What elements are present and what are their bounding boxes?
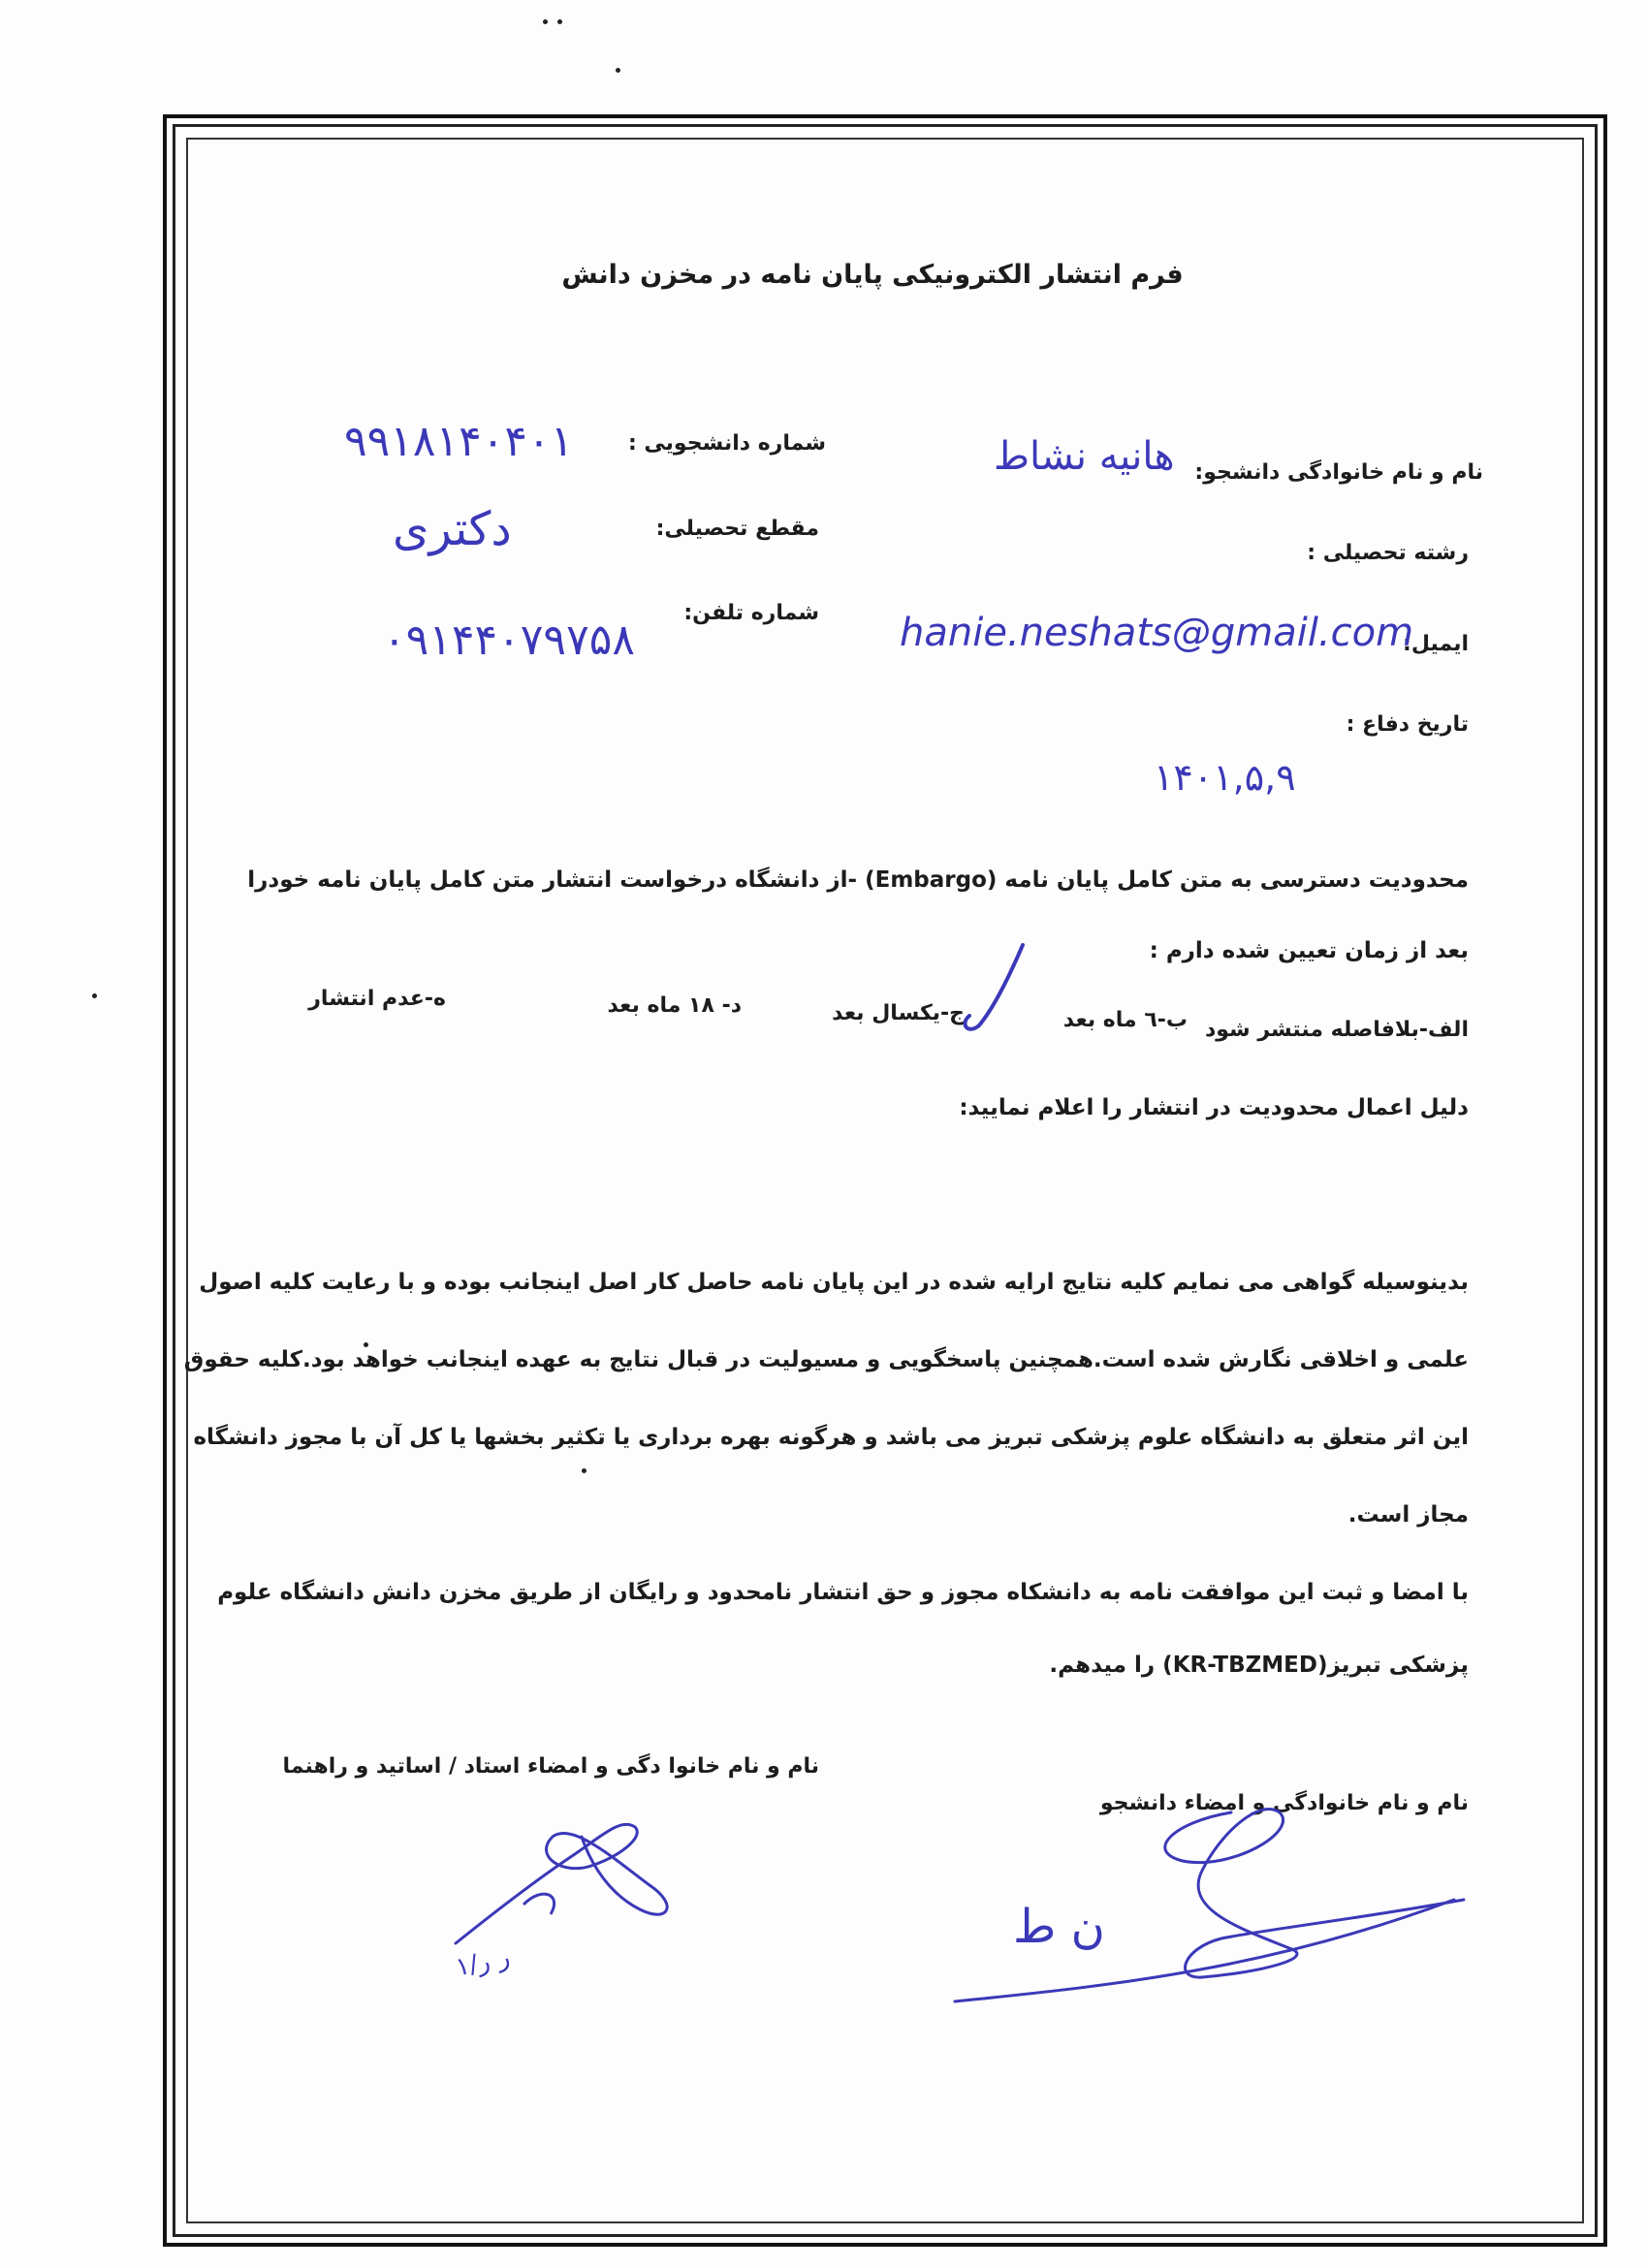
degree-level-label: مقطع تحصیلی: — [655, 517, 819, 541]
scan-mark — [557, 19, 562, 24]
form-title: فرم انتشار الکترونیکی پایان نامه در مخزن دانش — [561, 260, 1184, 290]
phone-label: شماره تلفن: — [683, 601, 819, 625]
degree-level-value: دکتری — [393, 502, 512, 556]
student-initials: ن ط — [1013, 1900, 1105, 1954]
field-of-study-label: رشته تحصیلی : — [1307, 541, 1469, 565]
embargo-reason-label: دلیل اعمال محدودیت در انتشار را اعلام نمایید: — [959, 1095, 1469, 1120]
advisor-signature-label: نام و نام خانوا دگی و امضاء استاد / اساتید و راهنما — [282, 1754, 819, 1779]
email-label: ایمیل: — [1403, 632, 1469, 656]
embargo-option-d: د- ١٨ ماه بعد — [607, 993, 742, 1018]
student-name-value: هانیه نشاط — [994, 434, 1175, 479]
embargo-option-b: ب-٦ ماه بعد — [1062, 1008, 1188, 1032]
scan-mark — [616, 68, 620, 73]
declaration-line-2: علمی و اخلاقی نگارش شده است.همچنین پاسخگویی و مسیولیت در قبال نتایج به عهده اینجانب خواهد بود.کلیه حقوق — [183, 1347, 1469, 1372]
email-value: hanie.neshats@gmail.com — [900, 611, 1414, 655]
student-name-label: نام و نام خانوادگی دانشجو: — [1194, 460, 1483, 485]
scan-mark — [543, 19, 548, 24]
license-line-2: پزشکی تبریز(KR-TBZMED) را میدهم. — [1049, 1653, 1469, 1678]
declaration-line-3: این اثر متعلق به دانشگاه علوم پزشکی تبریز می باشد و هرگونه بهره برداری یا تکثیر بخشها یا کل آن با مجوز دانشگاه — [193, 1425, 1469, 1450]
embargo-option-e: ه-عدم انتشار — [308, 987, 446, 1011]
license-line-1: با امضا و ثبت این موافقت نامه به دانشکاه مجوز و حق انتشار نامحدود و رایگان از طریق مخزن دانش دانشگاه علوم — [217, 1580, 1469, 1605]
embargo-option-a: الف-بلافاصله منتشر شود — [1204, 1018, 1469, 1042]
student-number-value: ۹۹۱۸۱۴۰۴۰۱ — [344, 417, 574, 466]
scan-mark — [92, 993, 97, 998]
declaration-line-4: مجاز است. — [1347, 1502, 1469, 1528]
advisor-note: ۱/ر ر — [453, 1942, 513, 1983]
student-number-label: شماره دانشجویی : — [627, 431, 826, 456]
defense-date-value: ۱۴۰۱,۵,۹ — [1154, 756, 1296, 799]
checkmark-icon — [950, 940, 1037, 1037]
embargo-option-c: ج-یکسال بعد — [832, 1001, 965, 1025]
declaration-line-1: بدینوسیله گواهی می نمایم کلیه نتایج ارایه شده در این پایان نامه حاصل کار اصل اینجانب بوده و با رعایت کلیه اصول — [199, 1270, 1469, 1295]
embargo-statement-line2: بعد از زمان تعیین شده دارم : — [1149, 938, 1469, 963]
defense-date-label: تاریخ دفاع : — [1346, 712, 1469, 737]
phone-value: ۰۹۱۴۴۰۷۹۷۵۸ — [383, 615, 635, 665]
embargo-statement: محدودیت دسترسی به متن کامل پایان نامه (Embargo) -از دانشگاه درخواست انتشار متن کامل پایان نامه خودرا — [247, 867, 1469, 893]
student-signature-label: نام و نام خانوادگی و امضاء دانشجو — [1099, 1791, 1469, 1815]
